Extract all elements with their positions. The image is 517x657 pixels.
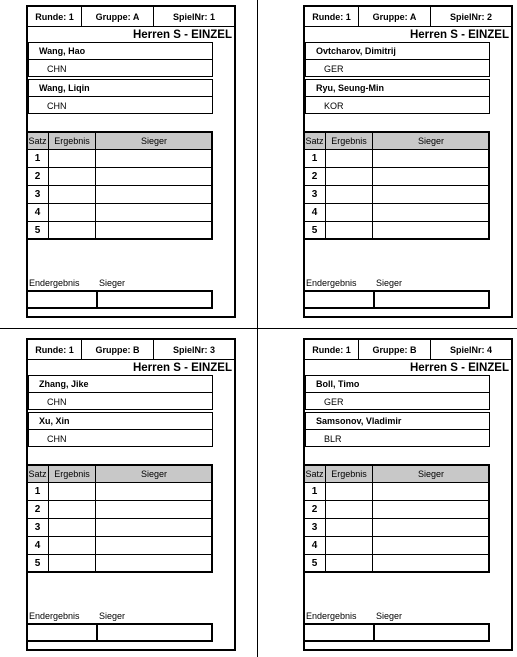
set-winner-cell[interactable] bbox=[373, 537, 490, 555]
match-number-label: SpielNr: 4 bbox=[449, 344, 492, 355]
player-b-box bbox=[28, 79, 213, 114]
sieger-header: Sieger bbox=[96, 132, 213, 150]
set-row bbox=[27, 150, 213, 168]
set-result-cell[interactable] bbox=[49, 555, 96, 573]
player-b-name: Samsonov, Vladimir bbox=[306, 413, 489, 430]
set-number: 3 bbox=[27, 186, 49, 204]
card-header bbox=[28, 7, 234, 27]
set-winner-cell[interactable] bbox=[373, 204, 490, 222]
group-label: Gruppe: A bbox=[82, 7, 154, 26]
sets-header-row bbox=[27, 465, 213, 483]
set-row bbox=[304, 204, 490, 222]
sets-header-row bbox=[304, 132, 490, 150]
set-row bbox=[304, 519, 490, 537]
player-b-name: Xu, Xin bbox=[29, 413, 212, 430]
set-winner-cell[interactable] bbox=[96, 168, 213, 186]
event-title: Herren S - EINZEL bbox=[409, 362, 509, 374]
endergebnis-label: Endergebnis bbox=[306, 278, 357, 288]
set-result-cell[interactable] bbox=[49, 204, 96, 222]
set-row bbox=[27, 483, 213, 501]
player-a-country: GER bbox=[324, 397, 344, 407]
set-result-cell[interactable] bbox=[49, 222, 96, 240]
set-winner-cell[interactable] bbox=[373, 150, 490, 168]
set-number: 5 bbox=[27, 555, 49, 573]
group-label: Gruppe: A bbox=[359, 7, 431, 26]
player-b-country: CHN bbox=[47, 101, 67, 111]
satz-header: Satz bbox=[304, 465, 326, 483]
horizontal-cut-line bbox=[0, 328, 517, 329]
final-result-box[interactable] bbox=[303, 623, 490, 642]
set-result-cell[interactable] bbox=[49, 186, 96, 204]
sets-header-row bbox=[27, 132, 213, 150]
set-number: 3 bbox=[304, 186, 326, 204]
final-box-divider bbox=[96, 625, 98, 640]
set-row bbox=[27, 168, 213, 186]
player-b-box bbox=[28, 412, 213, 447]
player-a-country: GER bbox=[324, 64, 344, 74]
set-number: 4 bbox=[27, 204, 49, 222]
final-box-divider bbox=[373, 292, 375, 307]
match-number-label: SpielNr: 2 bbox=[449, 11, 492, 22]
sets-table bbox=[26, 464, 213, 573]
player-b-country: KOR bbox=[324, 101, 344, 111]
player-a-box bbox=[28, 42, 213, 77]
sieger-header: Sieger bbox=[373, 465, 490, 483]
set-winner-cell[interactable] bbox=[373, 501, 490, 519]
set-winner-cell[interactable] bbox=[373, 483, 490, 501]
round-label: Runde: 1 bbox=[28, 7, 82, 26]
set-row bbox=[27, 186, 213, 204]
set-result-cell[interactable] bbox=[326, 222, 373, 240]
final-box-divider bbox=[373, 625, 375, 640]
set-row bbox=[27, 501, 213, 519]
card-header bbox=[28, 340, 234, 360]
set-result-cell[interactable] bbox=[326, 483, 373, 501]
set-number: 3 bbox=[27, 519, 49, 537]
player-b-country: BLR bbox=[324, 434, 342, 444]
set-result-cell[interactable] bbox=[326, 150, 373, 168]
sieger-header: Sieger bbox=[373, 132, 490, 150]
ergebnis-header: Ergebnis bbox=[326, 465, 373, 483]
set-number: 2 bbox=[27, 168, 49, 186]
set-winner-cell[interactable] bbox=[373, 555, 490, 573]
group-label: Gruppe: B bbox=[82, 340, 154, 359]
set-row bbox=[27, 555, 213, 573]
set-row bbox=[304, 168, 490, 186]
set-row bbox=[27, 519, 213, 537]
set-number: 4 bbox=[304, 204, 326, 222]
final-result-box[interactable] bbox=[26, 623, 213, 642]
set-result-cell[interactable] bbox=[326, 204, 373, 222]
ergebnis-header: Ergebnis bbox=[49, 132, 96, 150]
set-row bbox=[304, 555, 490, 573]
set-winner-cell[interactable] bbox=[96, 501, 213, 519]
set-number: 1 bbox=[304, 483, 326, 501]
set-number: 1 bbox=[27, 483, 49, 501]
set-number: 4 bbox=[27, 537, 49, 555]
final-result-box[interactable] bbox=[26, 290, 213, 309]
set-result-cell[interactable] bbox=[49, 483, 96, 501]
ergebnis-header: Ergebnis bbox=[49, 465, 96, 483]
match-number-label: SpielNr: 1 bbox=[172, 11, 215, 22]
set-result-cell[interactable] bbox=[326, 186, 373, 204]
round-label: Runde: 1 bbox=[28, 340, 82, 359]
set-result-cell[interactable] bbox=[49, 537, 96, 555]
set-winner-cell[interactable] bbox=[96, 483, 213, 501]
satz-header: Satz bbox=[304, 132, 326, 150]
set-number: 5 bbox=[304, 222, 326, 240]
final-winner-label: Sieger bbox=[376, 611, 403, 621]
player-a-box bbox=[28, 375, 213, 410]
final-winner-label: Sieger bbox=[99, 278, 126, 288]
match-card-1 bbox=[26, 5, 236, 318]
set-number: 1 bbox=[27, 150, 49, 168]
set-result-cell[interactable] bbox=[326, 168, 373, 186]
event-title: Herren S - EINZEL bbox=[409, 29, 509, 41]
set-result-cell[interactable] bbox=[49, 501, 96, 519]
set-result-cell[interactable] bbox=[326, 537, 373, 555]
player-a-name: Wang, Hao bbox=[29, 43, 212, 60]
match-card-4 bbox=[303, 338, 513, 651]
set-winner-cell[interactable] bbox=[373, 168, 490, 186]
player-a-name: Zhang, Jike bbox=[29, 376, 212, 393]
endergebnis-label: Endergebnis bbox=[29, 278, 80, 288]
match-number-label: SpielNr: 3 bbox=[172, 344, 215, 355]
set-row bbox=[304, 150, 490, 168]
set-result-cell[interactable] bbox=[326, 555, 373, 573]
player-a-country: CHN bbox=[47, 397, 67, 407]
card-header bbox=[305, 340, 511, 360]
card-header bbox=[305, 7, 511, 27]
set-row bbox=[304, 483, 490, 501]
set-winner-cell[interactable] bbox=[96, 204, 213, 222]
sieger-header: Sieger bbox=[96, 465, 213, 483]
match-card-3 bbox=[26, 338, 236, 651]
player-b-name: Ryu, Seung-Min bbox=[306, 80, 489, 97]
group-label: Gruppe: B bbox=[359, 340, 431, 359]
round-label: Runde: 1 bbox=[305, 7, 359, 26]
set-winner-cell[interactable] bbox=[373, 222, 490, 240]
final-winner-label: Sieger bbox=[376, 278, 403, 288]
player-b-box bbox=[305, 412, 490, 447]
set-winner-cell[interactable] bbox=[96, 186, 213, 204]
set-row bbox=[27, 204, 213, 222]
set-number: 4 bbox=[304, 537, 326, 555]
player-a-name: Boll, Timo bbox=[306, 376, 489, 393]
set-number: 3 bbox=[304, 519, 326, 537]
set-row bbox=[304, 222, 490, 240]
set-result-cell[interactable] bbox=[49, 168, 96, 186]
sets-header-row bbox=[304, 465, 490, 483]
set-number: 5 bbox=[304, 555, 326, 573]
endergebnis-label: Endergebnis bbox=[29, 611, 80, 621]
set-winner-cell[interactable] bbox=[96, 537, 213, 555]
set-result-cell[interactable] bbox=[326, 519, 373, 537]
set-winner-cell[interactable] bbox=[96, 519, 213, 537]
ergebnis-header: Ergebnis bbox=[326, 132, 373, 150]
player-a-country: CHN bbox=[47, 64, 67, 74]
endergebnis-label: Endergebnis bbox=[306, 611, 357, 621]
event-title: Herren S - EINZEL bbox=[132, 362, 232, 374]
match-card-2 bbox=[303, 5, 513, 318]
set-winner-cell[interactable] bbox=[96, 222, 213, 240]
player-b-country: CHN bbox=[47, 434, 67, 444]
set-winner-cell[interactable] bbox=[96, 150, 213, 168]
satz-header: Satz bbox=[27, 465, 49, 483]
set-row bbox=[304, 186, 490, 204]
set-number: 2 bbox=[304, 168, 326, 186]
set-number: 5 bbox=[27, 222, 49, 240]
player-a-box bbox=[305, 42, 490, 77]
round-label: Runde: 1 bbox=[305, 340, 359, 359]
set-row bbox=[304, 501, 490, 519]
event-title: Herren S - EINZEL bbox=[132, 29, 232, 41]
player-b-box bbox=[305, 79, 490, 114]
player-a-box bbox=[305, 375, 490, 410]
set-result-cell[interactable] bbox=[49, 150, 96, 168]
set-winner-cell[interactable] bbox=[96, 555, 213, 573]
set-number: 2 bbox=[27, 501, 49, 519]
set-result-cell[interactable] bbox=[326, 501, 373, 519]
set-row bbox=[304, 537, 490, 555]
sets-table bbox=[26, 131, 213, 240]
set-row bbox=[27, 222, 213, 240]
set-row bbox=[27, 537, 213, 555]
satz-header: Satz bbox=[27, 132, 49, 150]
set-number: 1 bbox=[304, 150, 326, 168]
set-result-cell[interactable] bbox=[49, 519, 96, 537]
sets-table bbox=[303, 464, 490, 573]
final-box-divider bbox=[96, 292, 98, 307]
set-winner-cell[interactable] bbox=[373, 519, 490, 537]
sets-table bbox=[303, 131, 490, 240]
set-winner-cell[interactable] bbox=[373, 186, 490, 204]
set-number: 2 bbox=[304, 501, 326, 519]
final-result-box[interactable] bbox=[303, 290, 490, 309]
player-a-name: Ovtcharov, Dimitrij bbox=[306, 43, 489, 60]
final-winner-label: Sieger bbox=[99, 611, 126, 621]
player-b-name: Wang, Liqin bbox=[29, 80, 212, 97]
